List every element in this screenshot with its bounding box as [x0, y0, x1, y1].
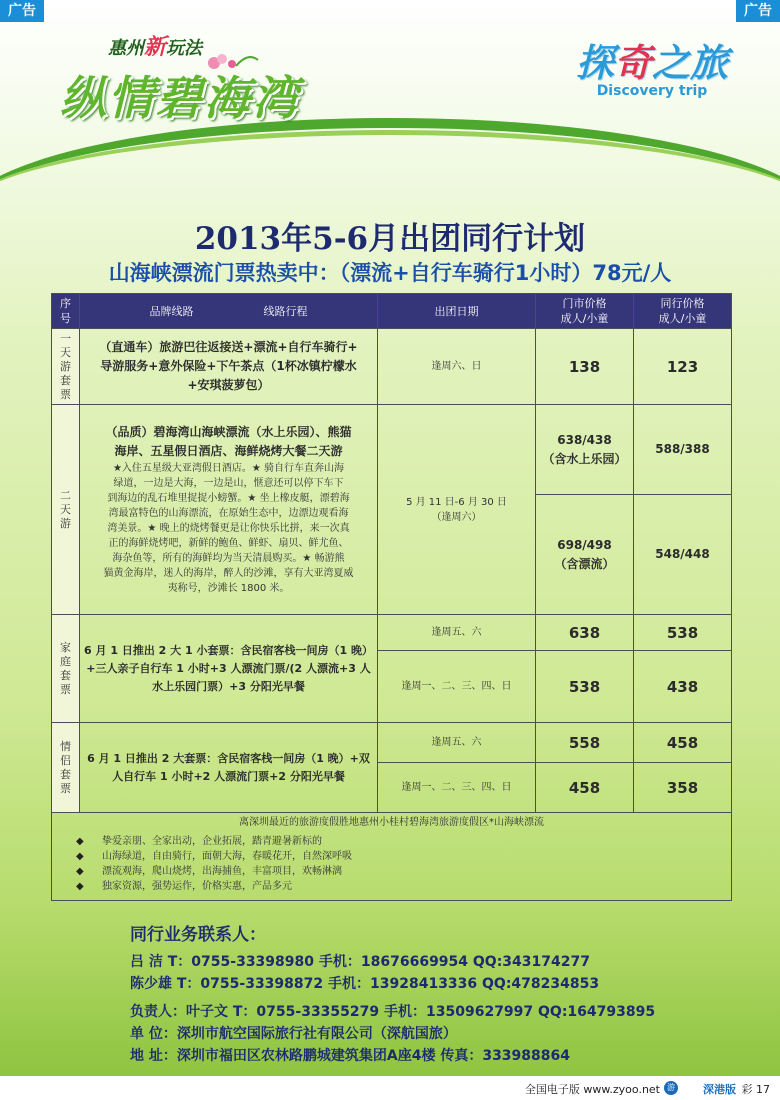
page-footer [0, 1076, 780, 1100]
route-couple: 6 月 1 日推出 2 大套票：含民宿客栈一间房（1 晚）+双 人自行车 1 小时+2 人漂流门票+2 分阳光早餐 [80, 723, 378, 813]
resort-notes [52, 813, 732, 901]
table-row-notes [52, 813, 732, 901]
contact-line: 单 位：深圳市航空国际旅行社有限公司（深航国旅） [130, 1026, 457, 1042]
peer-price-family-2: 438 [634, 651, 732, 723]
category-family: 家 庭 套 票 [52, 615, 80, 723]
gate-price-two-day-1: 638/438 （含水上乐园） [536, 405, 634, 495]
date-one-day: 逢周六、日 [378, 329, 536, 405]
header-route: 品牌线路 线路行程 [80, 294, 378, 329]
peer-price-couple-2: 358 [634, 763, 732, 813]
campaign-logo: 纵情碧海湾 [60, 71, 300, 125]
peer-price-couple-1: 458 [634, 723, 732, 763]
contacts-section [130, 920, 655, 1067]
footer-edition: 深港版 [703, 1083, 736, 1096]
gate-price-couple-2: 458 [536, 763, 634, 813]
route-two-day-description: ★入住五星级大亚湾假日酒店。★ 骑自行车直奔山海 绿道，一边是大海，一边是山，惬意还可以停下车下 到海边的乱石堆里捉捉小螃蟹。★ 坐上橡皮艇，漂碧海 湾最富特色的山海漂流，在原始生态中，边漂边观看海 湾美景。★ 晚上的烧烤餐更是让你快乐比拼，来一次真 正的海鲜烧烤吧，新鲜的鲍鱼、鲜虾、扇贝、鲜尤鱼、 海杂鱼等，所有的海鲜均为当天清晨购买。★ 畅游熊 猫黄金海岸，迷人的海岸，醉人的沙滩，享有大亚湾夏威 夷称号，沙滩长 1800 米。 [103, 463, 354, 594]
peer-price-two-day-2: 548/448 [634, 495, 732, 615]
list-item: ◆ 独家资源，强势运作，价格实惠，产品多元 [76, 881, 292, 892]
brand-logo-cn: 探奇之旅 [575, 40, 729, 85]
gate-price-one-day: 138 [536, 329, 634, 405]
date-couple-2: 逢周一、二、三、四、日 [378, 763, 536, 813]
contact-line: 陈少雄 T：0755-33398872 手机：13928413336 QQ:478234853 [130, 976, 600, 992]
gate-price-family-1: 638 [536, 615, 634, 651]
table-row-two-day [52, 405, 732, 495]
ad-label-right: 广告 [736, 0, 780, 22]
header-peer-price: 同行价格 成人/小童 [634, 294, 732, 329]
footer-site: 全国电子版 www.zyoo.net [524, 1083, 660, 1096]
category-couple: 情 侣 套 票 [52, 723, 80, 813]
contact-line: 地 址：深圳市福田区农林路鹏城建筑集团A座4楼 传真：333988864 [130, 1048, 570, 1064]
footer-page-number: 彩 17 [741, 1083, 770, 1096]
tour-plan-table [51, 293, 732, 901]
diamond-bullet-icon: ◆ [76, 881, 84, 892]
notes-title: 离深圳最近的旅游度假胜地惠州小桂村碧海湾旅游度假区*山海峡漂流 [239, 817, 544, 828]
date-couple-1: 逢周五、六 [378, 723, 536, 763]
brand-logo-en: Discovery trip [596, 83, 708, 99]
table-row-family [52, 615, 732, 651]
peer-price-two-day-1: 588/388 [634, 405, 732, 495]
peer-price-one-day: 123 [634, 329, 732, 405]
date-family-2: 逢周一、二、三、四、日 [378, 651, 536, 723]
date-two-day: 5 月 11 日-6 月 30 日 （逢周六） [378, 405, 536, 615]
route-two-day: （品质）碧海湾山海峡漂流（水上乐园）、熊猫 海岸、五星假日酒店、海鲜烧烤大餐二天游 ★入住五星级大亚湾假日酒店。★ 骑自行车直奔山海 绿道，一边是大海，一边是山，惬意还可以停下车下 到海边的乱石堆里捉捉小螃蟹。★ 坐上橡皮艇，漂碧海 湾最富特色的山海漂流，在原始生态中，边漂边观看海 湾美景。★ 晚上的烧烤餐更是让你快乐比拼，来一次真 正的海鲜烧烤吧，新鲜的鲍鱼、鲜虾、扇贝、鲜尤鱼、 海杂鱼等，所有的海鲜均为当天清晨购买。★ 畅游熊 猫黄金海岸，迷人的海岸，醉人的沙滩，享有大亚湾夏威 夷称号，沙滩长 1800 米。 [80, 405, 378, 615]
table-row-one-day [52, 329, 732, 405]
header-gate-price: 门市价格 成人/小童 [536, 294, 634, 329]
contact-line: 负责人：叶子文 T：0755-33355279 手机：13509627997 QQ:164793895 [130, 1004, 656, 1020]
diamond-bullet-icon: ◆ [76, 866, 84, 877]
contacts-title: 同行业务联系人： [130, 925, 266, 945]
gate-price-couple-1: 558 [536, 723, 634, 763]
route-one-day: （直通车）旅游巴往返接送+漂流+自行车骑行+ 导游服务+意外保险+下午茶点（1杯冰镇柠檬水 +安琪菠萝包） [80, 329, 378, 405]
diamond-bullet-icon: ◆ [76, 851, 84, 862]
page-title: 2013年5-6月出团同行计划 [194, 221, 586, 257]
category-one-day: 一 天 游 套 票 [52, 329, 80, 405]
peer-price-family-1: 538 [634, 615, 732, 651]
route-family: 6 月 1 日推出 2 大 1 小套票：含民宿客栈一间房（1 晚） +三人亲子自行车 1 小时+3 人漂流门票/(2 人漂流+3 人 水上乐园门票）+3 分阳光早餐 [80, 615, 378, 723]
gate-price-family-2: 538 [536, 651, 634, 723]
banner-subtitle: 惠州新玩法 [108, 34, 203, 60]
ad-label-left: 广告 [0, 0, 44, 22]
diamond-bullet-icon: ◆ [76, 836, 84, 847]
table-row-couple [52, 723, 732, 763]
list-item: ◆ 山海绿道，自由骑行，面朝大海，春暖花开，自然深呼吸 [76, 851, 352, 862]
date-family-1: 逢周五、六 [378, 615, 536, 651]
page-subtitle: 山海峡漂流门票热卖中：（漂流+自行车骑行1小时）78元/人 [108, 261, 672, 285]
header-date: 出团日期 [378, 294, 536, 329]
header-banner [0, 0, 780, 170]
footer-logo-icon: 游 [664, 1081, 678, 1095]
list-item: ◆ 挚爱亲朋、全家出动，企业拓展，踏青避暑新标的 [76, 836, 322, 847]
table-header-row [52, 294, 732, 329]
contact-line: 吕 洁 T：0755-33398980 手机：18676669954 QQ:343174277 [130, 954, 590, 970]
list-item: ◆ 漂流观海，爬山烧烤，出海捕鱼，丰富项目，欢畅淋漓 [76, 866, 342, 877]
brand-logo [552, 32, 752, 99]
gate-price-two-day-2: 698/498 （含漂流） [536, 495, 634, 615]
category-two-day: 二 天 游 [52, 405, 80, 615]
header-seq: 序 号 [52, 294, 80, 329]
